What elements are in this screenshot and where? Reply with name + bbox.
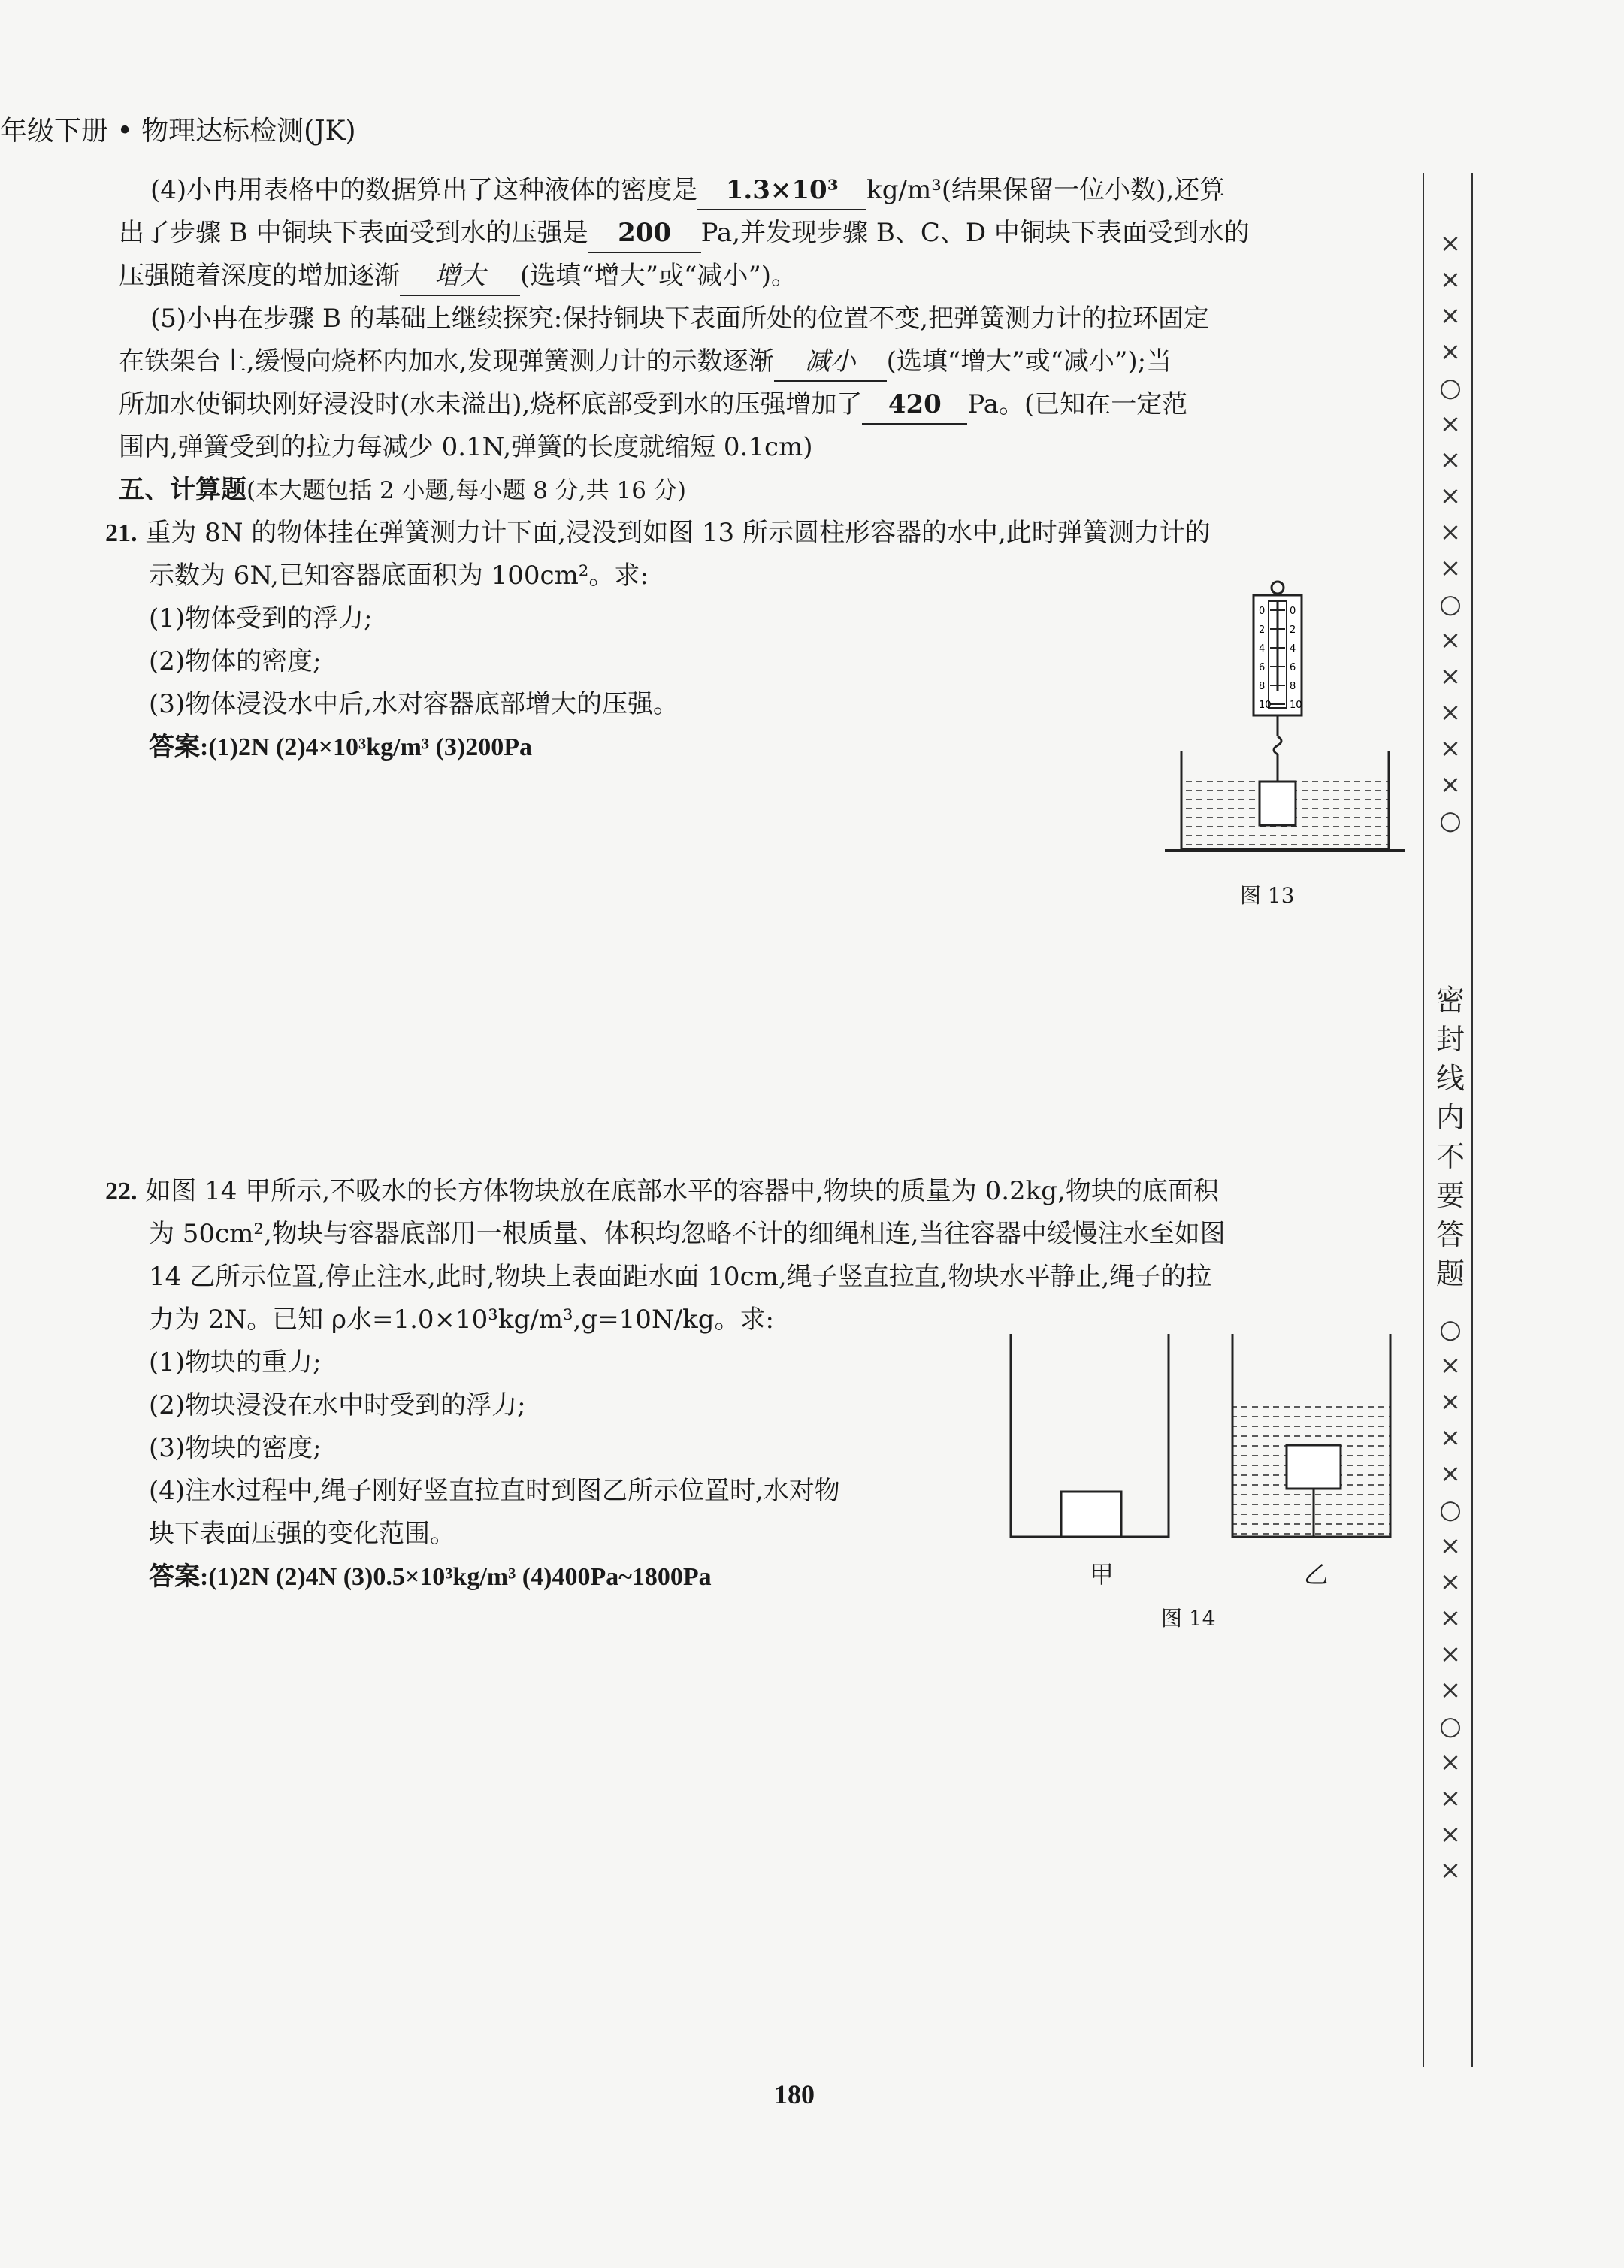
scale-tick-label: 8 — [1259, 681, 1266, 692]
q20-p4-text1a: (4)小冉用表格中的数据算出了这种液体的密度是 — [150, 175, 698, 205]
scale-tick-label: 2 — [1259, 624, 1266, 636]
q21-stem1: 重为 8N 的物体挂在弹簧测力计下面,浸没到如图 13 所示圆柱形容器的水中,此时弹簧测力计的 — [145, 518, 1211, 548]
scale-tick-label: 6 — [1290, 662, 1296, 673]
q21-answer-label: 答案: — [149, 733, 209, 761]
scale-tick-label: 2 — [1290, 624, 1296, 636]
q20-p5-text2b: (选填“增大”或“减小”);当 — [886, 346, 1172, 376]
q22-sub1: (1)物块的重力; — [149, 1347, 322, 1377]
q22-answer-label: 答案: — [149, 1563, 209, 1591]
q22-answer — [149, 1558, 712, 1596]
q22-line1 — [105, 1172, 1219, 1211]
q20-part5-line4: 围内,弹簧受到的拉力每减少 0.1N,弹簧的长度就缩短 0.1cm) — [119, 432, 813, 462]
q20-p4-text1b: kg/m³(结果保留一位小数),还算 — [866, 175, 1226, 205]
scale-tick-label: 0 — [1259, 606, 1266, 617]
answer-increase: 增大 — [400, 257, 520, 296]
answer-pressure-b: 200 — [588, 214, 701, 253]
q20-p5-text2a: 在铁架台上,缓慢向烧杯内加水,发现弹簧测力计的示数逐渐 — [119, 346, 774, 376]
scale-labels — [1165, 579, 1405, 729]
seal-marks-top: ××××○×××××○×××××○ — [1439, 228, 1462, 836]
label-yi: 乙 — [1304, 1560, 1329, 1589]
seal-marks-bottom: ○××××○×××××○×××× — [1439, 1314, 1462, 1885]
q21-sub3: (3)物体浸没水中后,水对容器底部增大的压强。 — [149, 689, 679, 719]
figure-14-caption: 图 14 — [1161, 1606, 1216, 1631]
section-note: (本大题包括 2 小题,每小题 8 分,共 16 分) — [246, 477, 686, 504]
q20-p4-text3b: (选填“增大”或“减小”)。 — [520, 261, 797, 291]
figure-14-jia-container — [1011, 1334, 1169, 1537]
q20-p4-text3a: 压强随着深度的增加逐渐 — [119, 261, 400, 291]
q20-p5-text3a: 所加水使铜块刚好浸没时(水未溢出),烧杯底部受到水的压强增加了 — [119, 389, 863, 419]
q21-line1 — [105, 514, 1211, 552]
q22-number: 22. — [105, 1178, 138, 1205]
q21-number: 21. — [105, 519, 138, 547]
q21-line2: 示数为 6N,已知容器底面积为 100cm²。求: — [149, 561, 649, 591]
figure-13-caption: 图 13 — [1240, 883, 1295, 908]
q20-p4-text2a: 出了步骤 B 中铜块下表面受到水的压强是 — [119, 218, 588, 248]
q22-line2: 为 50cm²,物块与容器底部用一根质量、体积均忽略不计的细绳相连,当往容器中缓慢注水至如图 — [149, 1219, 1226, 1249]
q22-line4: 力为 2N。已知 ρ水=1.0×10³kg/m³,g=10N/kg。求: — [149, 1305, 774, 1335]
page-number: 180 — [774, 2079, 815, 2109]
label-jia: 甲 — [1090, 1560, 1114, 1589]
scale-tick-label: 0 — [1290, 606, 1296, 617]
q20-part4-line3 — [119, 257, 797, 296]
q20-part5-line1: (5)小冉在步骤 B 的基础上继续探究:保持铜块下表面所处的位置不变,把弹簧测力计的拉环固定 — [150, 304, 1210, 334]
section-heading — [119, 471, 686, 510]
scale-tick-label: 4 — [1290, 643, 1296, 655]
q21-sub2: (2)物体的密度; — [149, 646, 322, 676]
q20-part4-line1 — [150, 171, 1225, 210]
seal-text: 密封线内不要答题 — [1435, 984, 1465, 1290]
q20-part5-line3 — [119, 386, 1187, 425]
scale-tick-label: 10 — [1259, 700, 1272, 711]
q22-stem1: 如图 14 甲所示,不吸水的长方体物块放在底部水平的容器中,物块的质量为 0.2kg,物块的底面积 — [145, 1176, 1219, 1206]
scale-tick-label: 6 — [1259, 662, 1266, 673]
q21-sub1: (1)物体受到的浮力; — [149, 603, 373, 634]
scale-tick-label: 10 — [1290, 700, 1302, 711]
q22-sub3: (3)物块的密度; — [149, 1433, 322, 1463]
answer-density: 1.3×10³ — [697, 171, 866, 210]
seal-line-left — [1423, 173, 1424, 2067]
q21-answer-text: (1)2N (2)4×10³kg/m³ (3)200Pa — [208, 733, 533, 761]
q22-line3: 14 乙所示位置,停止注水,此时,物块上表面距水面 10cm,绳子竖直拉直,物块水平静止,绳子的拉 — [149, 1262, 1212, 1292]
q21-answer — [149, 728, 532, 767]
q22-sub4-line1: (4)注水过程中,绳子刚好竖直拉直时到图乙所示位置时,水对物 — [149, 1476, 840, 1506]
answer-decrease: 减小 — [774, 343, 887, 382]
q20-part4-line2 — [119, 214, 1250, 253]
cylindrical-container — [1165, 751, 1405, 851]
q22-sub4-line2: 块下表面压强的变化范围。 — [149, 1519, 455, 1549]
q20-p5-text3b: Pa。(已知在一定范 — [967, 389, 1188, 419]
section-title: 五、计算题 — [119, 476, 246, 504]
scale-tick-label: 8 — [1290, 681, 1296, 692]
q22-sub2: (2)物块浸没在水中时受到的浮力; — [149, 1390, 526, 1420]
q20-part5-line2 — [119, 343, 1172, 382]
answer-pressure-increase: 420 — [862, 386, 967, 425]
seal-line-right — [1471, 173, 1473, 2067]
running-title: 年级下册 • 物理达标检测(JK) — [0, 116, 356, 147]
scale-tick-label: 4 — [1259, 643, 1266, 655]
figure-14-yi-container — [1232, 1334, 1390, 1537]
q22-answer-text: (1)2N (2)4N (3)0.5×10³kg/m³ (4)400Pa~1800Pa — [208, 1563, 712, 1591]
figure-14 — [1000, 1334, 1405, 1552]
q20-p4-text2b: Pa,并发现步骤 B、C、D 中铜块下表面受到水的 — [700, 218, 1250, 248]
